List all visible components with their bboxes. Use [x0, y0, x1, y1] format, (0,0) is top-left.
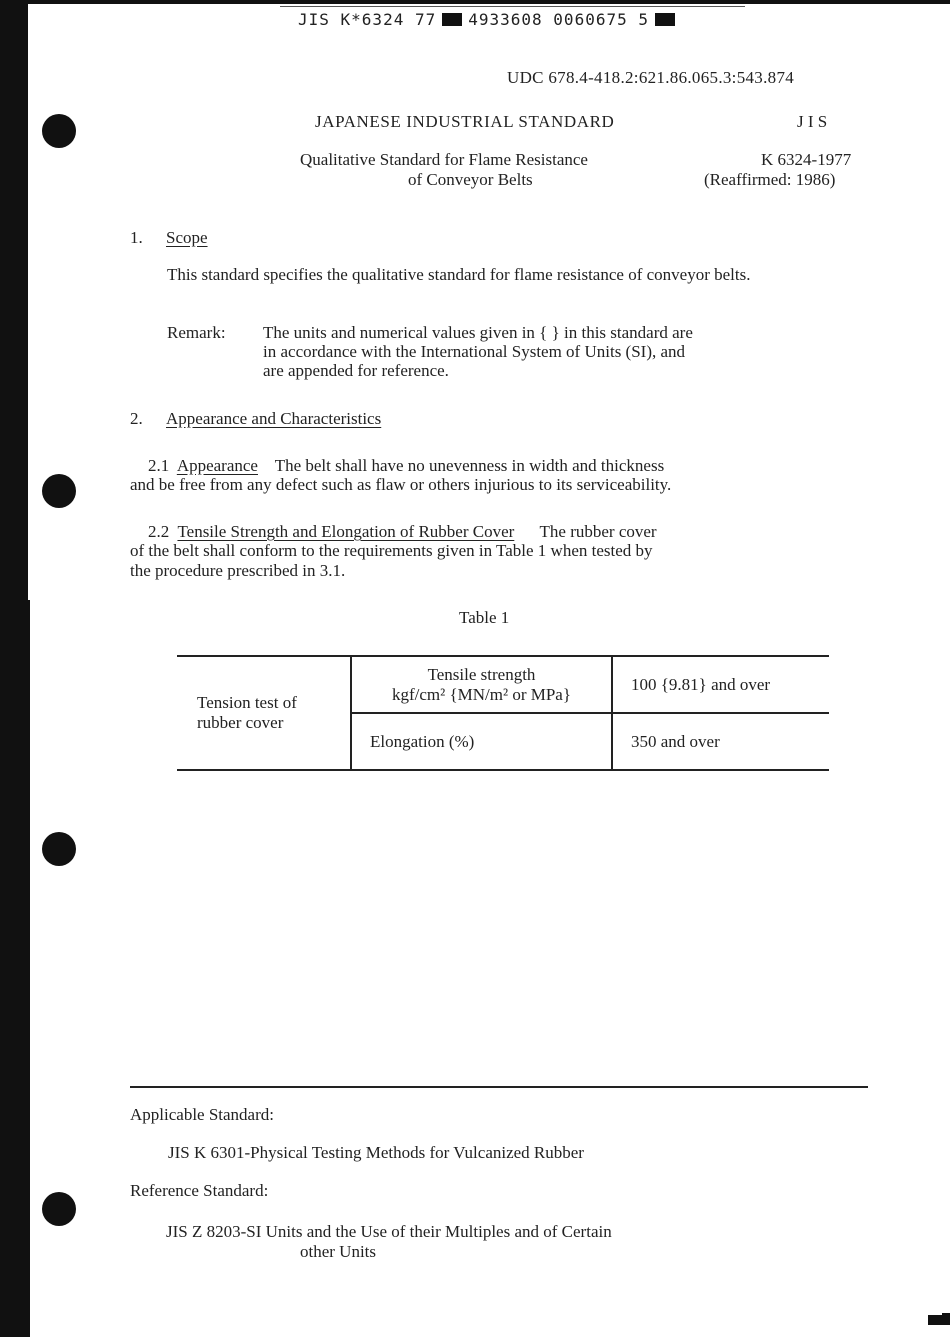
reference-standard-item-line-1: JIS Z 8203-SI Units and the Use of their Multiples and of Certain — [166, 1222, 612, 1241]
property-line-1: Tensile strength — [427, 664, 536, 684]
subsection-2-1 — [148, 456, 664, 476]
table-cell-value: 350 and over — [631, 731, 720, 751]
subsection-2-2-title: Tensile Strength and Elongation of Rubber Cover — [177, 522, 515, 541]
subsection-2-1-number: 2.1 — [148, 456, 170, 475]
subsection-2-2-text-line-3: the procedure prescribed in 3.1. — [130, 561, 346, 580]
subsection-2-1-text-line-2: and be free from any defect such as flaw or others injurious to its serviceability. — [130, 475, 672, 494]
udc-number: UDC 678.4-418.2:621.86.065.3:543.874 — [507, 68, 795, 87]
header-code-part2: 4933608 0060675 5 — [468, 10, 649, 29]
table-cell-value: 100 {9.81} and over — [612, 656, 829, 713]
scan-header-code — [298, 10, 681, 30]
section-2-number: 2. — [130, 409, 143, 428]
subsection-2-1-title: Appearance — [176, 456, 258, 475]
subsection-2-2-text-line-1: The rubber cover — [539, 522, 657, 541]
remark-line-1: The units and numerical values given in { } in this standard are — [263, 323, 693, 342]
table-cell-property: Elongation (%) — [351, 713, 612, 770]
table-1-caption: Table 1 — [459, 608, 510, 627]
row-header-line-1: Tension test of — [197, 693, 297, 712]
standard-body: JAPANESE INDUSTRIAL STANDARD — [315, 112, 615, 131]
standard-number: K 6324-1977 — [761, 150, 852, 169]
remark-label: Remark: — [167, 323, 226, 342]
section-1-text: This standard specifies the qualitative standard for flame resistance of conveyor belts. — [167, 265, 751, 284]
remark-line-3: are appended for reference. — [263, 361, 449, 380]
applicable-standard-label: Applicable Standard: — [130, 1105, 274, 1124]
block-mark — [442, 13, 462, 26]
title-line-2: of Conveyor Belts — [408, 170, 533, 189]
section-1-body — [130, 265, 890, 285]
section-2-title: Appearance and Characteristics — [166, 409, 382, 428]
subsection-2-2-number: 2.2 — [148, 522, 170, 541]
title-line-1: Qualitative Standard for Flame Resistance — [300, 150, 588, 169]
reference-standard-item-line-2: other Units — [300, 1242, 377, 1261]
table-cell-property — [351, 656, 612, 713]
row-header-line-2: rubber cover — [197, 713, 284, 732]
subsection-2-2-text-line-2: of the belt shall conform to the requirements given in Table 1 when tested by — [130, 541, 653, 560]
punch-hole — [42, 474, 76, 508]
jis-mark: J I S — [797, 112, 828, 131]
applicable-standard-item: JIS K 6301-Physical Testing Methods for Vulcanized Rubber — [168, 1143, 584, 1162]
reference-standard-label: Reference Standard: — [130, 1181, 269, 1200]
table-row — [177, 656, 829, 713]
reaffirmed-date: (Reaffirmed: 1986) — [704, 170, 836, 189]
section-1-title: Scope — [166, 228, 208, 247]
subsection-2-2 — [148, 522, 657, 542]
remark-line-2: in accordance with the International System of Units (SI), and — [263, 342, 686, 361]
table-1 — [177, 655, 829, 771]
punch-hole — [42, 114, 76, 148]
section-1-heading — [130, 228, 208, 248]
section-2-heading — [130, 409, 381, 429]
scan-corner-mark — [942, 1313, 950, 1319]
header-rule — [280, 6, 745, 7]
punch-hole — [42, 832, 76, 866]
table-row-header — [177, 656, 351, 770]
footer-divider — [130, 1086, 868, 1088]
scan-left-edge-lower — [0, 600, 30, 1337]
section-1-number: 1. — [130, 228, 143, 247]
property-line-2: kgf/cm² {MN/m² or MPa} — [391, 684, 572, 704]
block-mark — [655, 13, 675, 26]
header-code-part1: JIS K*6324 77 — [298, 10, 437, 29]
subsection-2-1-text-line-1: The belt shall have no unevenness in width and thickness — [274, 456, 665, 475]
punch-hole — [42, 1192, 76, 1226]
scan-top-edge — [28, 0, 950, 4]
